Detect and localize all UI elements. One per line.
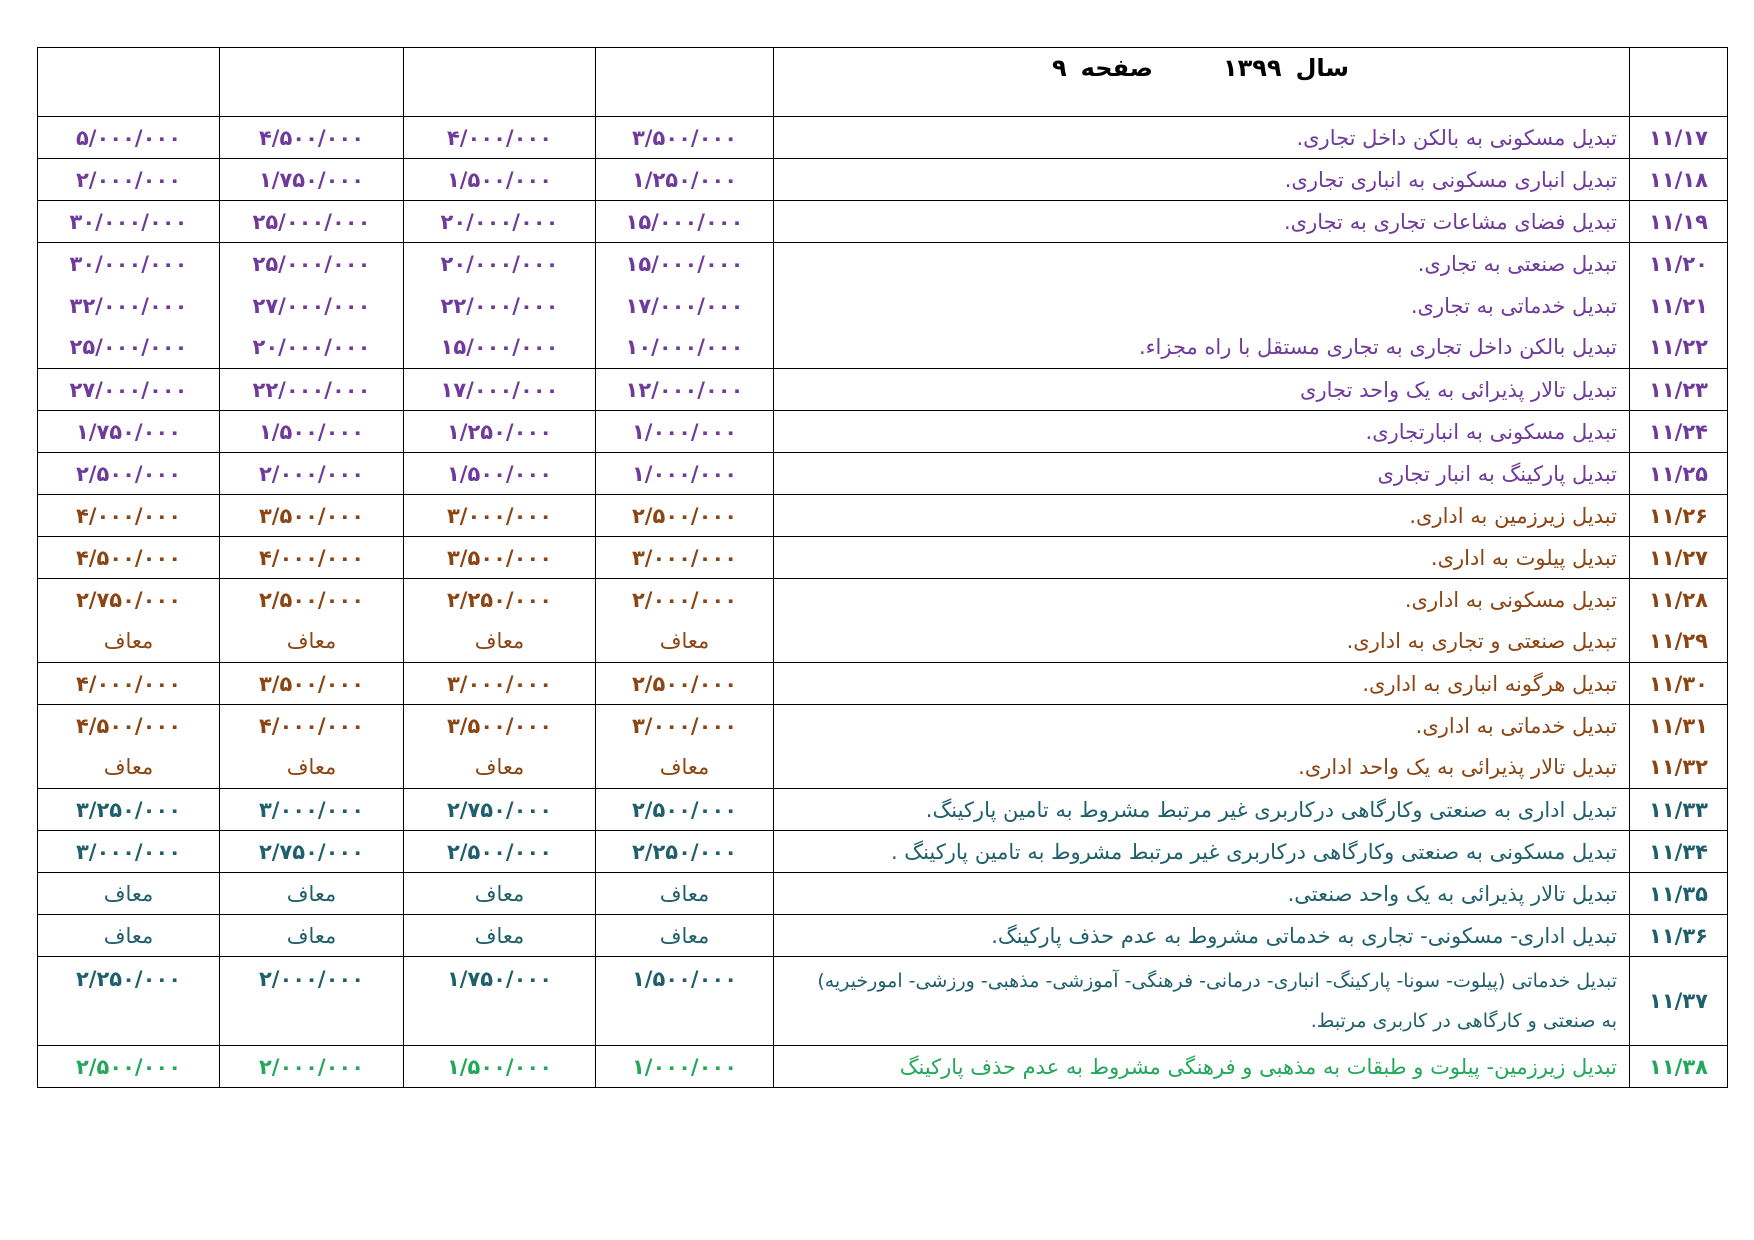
row-value-4: ۳/۲۵۰/۰۰۰ — [38, 789, 220, 831]
row-value-3: ۱/۵۰۰/۰۰۰ — [220, 411, 404, 453]
row-description: تبدیل اداری به صنعتی وکارگاهی درکاربری غیر مرتبط مشروط به تامین پارکینگ. — [774, 789, 1630, 831]
row-code: ۱۱/۲۳ — [1630, 369, 1728, 411]
row-value-2: معاف — [404, 873, 596, 915]
table-row — [38, 495, 1728, 537]
row-value-3: ۳/۰۰۰/۰۰۰ — [220, 789, 404, 831]
row-value-2: ۱/۵۰۰/۰۰۰ — [404, 453, 596, 495]
row-value-1: ۳/۰۰۰/۰۰۰ — [596, 705, 774, 747]
table-row — [38, 915, 1728, 957]
row-description: تبدیل پیلوت به اداری. — [774, 537, 1630, 579]
row-value-2: ۱/۵۰۰/۰۰۰ — [404, 159, 596, 201]
row-code: ۱۱/۳۵ — [1630, 873, 1728, 915]
header-row — [38, 48, 1728, 117]
row-value-1: ۱/۲۵۰/۰۰۰ — [596, 159, 774, 201]
row-description: تبدیل مسکونی به اداری. — [774, 579, 1630, 621]
table-row — [38, 705, 1728, 747]
row-code: ۱۱/۲۱ — [1630, 285, 1728, 327]
table-row — [38, 663, 1728, 705]
row-value-1: ۲/۰۰۰/۰۰۰ — [596, 579, 774, 621]
row-value-4: ۲/۰۰۰/۰۰۰ — [38, 159, 220, 201]
row-value-4: ۱/۷۵۰/۰۰۰ — [38, 411, 220, 453]
row-value-1: ۱/۰۰۰/۰۰۰ — [596, 453, 774, 495]
table-row — [38, 831, 1728, 873]
tariff-table — [37, 47, 1728, 1088]
row-value-2: ۲/۵۰۰/۰۰۰ — [404, 831, 596, 873]
row-value-2: معاف — [404, 915, 596, 957]
row-value-2: ۲/۲۵۰/۰۰۰ — [404, 579, 596, 621]
row-value-3: ۲۵/۰۰۰/۰۰۰ — [220, 201, 404, 243]
row-value-2: ۳/۰۰۰/۰۰۰ — [404, 495, 596, 537]
row-value-1: ۲/۲۵۰/۰۰۰ — [596, 831, 774, 873]
row-value-1: معاف — [596, 873, 774, 915]
row-description: تبدیل تالار پذیرائی به یک واحد صنعتی. — [774, 873, 1630, 915]
row-value-3: ۲/۷۵۰/۰۰۰ — [220, 831, 404, 873]
page-number: ۹ — [1051, 54, 1067, 82]
year-label: سال — [1295, 54, 1349, 82]
row-code: ۱۱/۳۷ — [1630, 957, 1728, 1046]
row-value-1: ۱/۰۰۰/۰۰۰ — [596, 1046, 774, 1088]
row-value-2: ۱/۷۵۰/۰۰۰ — [404, 957, 596, 1046]
header-col2-cell — [404, 48, 596, 117]
row-description: تبدیل مسکونی به صنعتی وکارگاهی درکاربری غیر مرتبط مشروط به تامین پارکینگ . — [774, 831, 1630, 873]
row-value-1: ۱۵/۰۰۰/۰۰۰ — [596, 201, 774, 243]
row-value-3: معاف — [220, 873, 404, 915]
row-code: ۱۱/۳۱ — [1630, 705, 1728, 747]
header-col1-cell — [596, 48, 774, 117]
row-value-2: معاف — [404, 747, 596, 789]
row-value-2: ۴/۰۰۰/۰۰۰ — [404, 117, 596, 159]
row-value-2: ۳/۵۰۰/۰۰۰ — [404, 705, 596, 747]
row-description-line1: تبدیل خدماتی (پیلوت- سونا- پارکینگ- انباری- درمانی- فرهنگی- آموزشی- مذهبی- ورزشی- امورخیریه) — [817, 970, 1617, 992]
row-value-2: ۱/۵۰۰/۰۰۰ — [404, 1046, 596, 1088]
row-value-3: ۲۷/۰۰۰/۰۰۰ — [220, 285, 404, 327]
header-col3-cell — [220, 48, 404, 117]
row-value-1: ۲/۵۰۰/۰۰۰ — [596, 663, 774, 705]
row-value-2: ۲۰/۰۰۰/۰۰۰ — [404, 243, 596, 285]
row-value-4: ۲/۵۰۰/۰۰۰ — [38, 1046, 220, 1088]
row-code: ۱۱/۲۵ — [1630, 453, 1728, 495]
row-value-4: ۳۲/۰۰۰/۰۰۰ — [38, 285, 220, 327]
row-value-4: ۳۰/۰۰۰/۰۰۰ — [38, 243, 220, 285]
row-description: تبدیل بالکن داخل تجاری به تجاری مستقل با راه مجزاء. — [774, 327, 1630, 369]
row-value-4: معاف — [38, 873, 220, 915]
row-value-3: ۲/۰۰۰/۰۰۰ — [220, 453, 404, 495]
row-value-3: معاف — [220, 915, 404, 957]
row-description: تبدیل صنعتی و تجاری به اداری. — [774, 621, 1630, 663]
row-value-1: ۱۵/۰۰۰/۰۰۰ — [596, 243, 774, 285]
row-code: ۱۱/۳۴ — [1630, 831, 1728, 873]
row-value-4: ۴/۰۰۰/۰۰۰ — [38, 663, 220, 705]
row-value-4: ۲/۷۵۰/۰۰۰ — [38, 579, 220, 621]
row-value-3: ۲/۰۰۰/۰۰۰ — [220, 957, 404, 1046]
row-value-3: ۴/۰۰۰/۰۰۰ — [220, 705, 404, 747]
row-description: تبدیل خدماتی به تجاری. — [774, 285, 1630, 327]
row-value-4: معاف — [38, 621, 220, 663]
row-value-3: ۲۰/۰۰۰/۰۰۰ — [220, 327, 404, 369]
header-col4-cell — [38, 48, 220, 117]
row-value-1: ۲/۵۰۰/۰۰۰ — [596, 495, 774, 537]
row-value-1: ۲/۵۰۰/۰۰۰ — [596, 789, 774, 831]
row-value-1: ۳/۵۰۰/۰۰۰ — [596, 117, 774, 159]
row-code: ۱۱/۲۲ — [1630, 327, 1728, 369]
row-value-4: ۲/۲۵۰/۰۰۰ — [38, 957, 220, 1046]
row-value-4: ۴/۰۰۰/۰۰۰ — [38, 495, 220, 537]
table-row — [38, 789, 1728, 831]
row-value-4: معاف — [38, 747, 220, 789]
row-description: تبدیل فضای مشاعات تجاری به تجاری. — [774, 201, 1630, 243]
row-value-4: ۴/۵۰۰/۰۰۰ — [38, 537, 220, 579]
row-value-4: ۵/۰۰۰/۰۰۰ — [38, 117, 220, 159]
table-row — [38, 201, 1728, 243]
row-description: تبدیل تالار پذیرائی به یک واحد اداری. — [774, 747, 1630, 789]
row-description-line2: به صنعتی و کارگاهی در کاربری مرتبط. — [1310, 1010, 1617, 1032]
row-value-2: ۲۲/۰۰۰/۰۰۰ — [404, 285, 596, 327]
row-code: ۱۱/۱۷ — [1630, 117, 1728, 159]
table-row — [38, 117, 1728, 159]
year-value: ۱۳۹۹ — [1222, 54, 1282, 82]
row-code: ۱۱/۳۰ — [1630, 663, 1728, 705]
tariff-page — [37, 47, 1727, 1088]
row-value-4: ۲۵/۰۰۰/۰۰۰ — [38, 327, 220, 369]
table-row — [38, 243, 1728, 285]
row-value-1: ۱۰/۰۰۰/۰۰۰ — [596, 327, 774, 369]
row-value-1: ۱۷/۰۰۰/۰۰۰ — [596, 285, 774, 327]
row-value-3: ۲۲/۰۰۰/۰۰۰ — [220, 369, 404, 411]
row-value-4: معاف — [38, 915, 220, 957]
table-row — [38, 369, 1728, 411]
row-value-3: معاف — [220, 621, 404, 663]
row-value-3: ۱/۷۵۰/۰۰۰ — [220, 159, 404, 201]
row-value-2: ۱۵/۰۰۰/۰۰۰ — [404, 327, 596, 369]
row-value-2: ۲۰/۰۰۰/۰۰۰ — [404, 201, 596, 243]
row-value-3: ۳/۵۰۰/۰۰۰ — [220, 495, 404, 537]
row-description: تبدیل صنعتی به تجاری. — [774, 243, 1630, 285]
table-row — [38, 621, 1728, 663]
row-value-4: ۴/۵۰۰/۰۰۰ — [38, 705, 220, 747]
row-description: تبدیل زیرزمین به اداری. — [774, 495, 1630, 537]
row-value-2: معاف — [404, 621, 596, 663]
table-row — [38, 327, 1728, 369]
row-value-3: ۴/۵۰۰/۰۰۰ — [220, 117, 404, 159]
row-value-1: معاف — [596, 747, 774, 789]
row-code: ۱۱/۳۳ — [1630, 789, 1728, 831]
row-value-4: ۲/۵۰۰/۰۰۰ — [38, 453, 220, 495]
row-value-4: ۳۰/۰۰۰/۰۰۰ — [38, 201, 220, 243]
row-code: ۱۱/۲۸ — [1630, 579, 1728, 621]
row-value-4: ۲۷/۰۰۰/۰۰۰ — [38, 369, 220, 411]
row-description: تبدیل تالار پذیرائی به یک واحد تجاری — [774, 369, 1630, 411]
page-label: صفحه — [1080, 54, 1153, 82]
row-value-3: ۲/۵۰۰/۰۰۰ — [220, 579, 404, 621]
row-code: ۱۱/۱۸ — [1630, 159, 1728, 201]
row-code: ۱۱/۳۶ — [1630, 915, 1728, 957]
table-row — [38, 537, 1728, 579]
table-row — [38, 873, 1728, 915]
row-description: تبدیل پارکینگ به انبار تجاری — [774, 453, 1630, 495]
row-value-3: ۴/۰۰۰/۰۰۰ — [220, 537, 404, 579]
row-value-3: ۲۵/۰۰۰/۰۰۰ — [220, 243, 404, 285]
row-description: تبدیل هرگونه انباری به اداری. — [774, 663, 1630, 705]
row-description: تبدیل زیرزمین- پیلوت و طبقات به مذهبی و فرهنگی مشروط به عدم حذف پارکینگ — [774, 1046, 1630, 1088]
row-code: ۱۱/۲۰ — [1630, 243, 1728, 285]
table-row — [38, 159, 1728, 201]
row-code: ۱۱/۳۲ — [1630, 747, 1728, 789]
row-value-3: ۳/۵۰۰/۰۰۰ — [220, 663, 404, 705]
table-row — [38, 453, 1728, 495]
table-row — [38, 957, 1728, 1046]
row-value-2: ۳/۵۰۰/۰۰۰ — [404, 537, 596, 579]
row-code: ۱۱/۳۸ — [1630, 1046, 1728, 1088]
row-value-2: ۳/۰۰۰/۰۰۰ — [404, 663, 596, 705]
row-value-2: ۱۷/۰۰۰/۰۰۰ — [404, 369, 596, 411]
table-row — [38, 1046, 1728, 1088]
row-value-3: معاف — [220, 747, 404, 789]
row-value-1: ۱/۵۰۰/۰۰۰ — [596, 957, 774, 1046]
row-description: تبدیل مسکونی به انبارتجاری. — [774, 411, 1630, 453]
row-value-2: ۱/۲۵۰/۰۰۰ — [404, 411, 596, 453]
table-row — [38, 285, 1728, 327]
row-description: تبدیل انباری مسکونی به انباری تجاری. — [774, 159, 1630, 201]
row-description: تبدیل اداری- مسکونی- تجاری به خدماتی مشروط به عدم حذف پارکینگ. — [774, 915, 1630, 957]
row-value-1: معاف — [596, 915, 774, 957]
row-code: ۱۱/۲۴ — [1630, 411, 1728, 453]
row-value-1: ۱۲/۰۰۰/۰۰۰ — [596, 369, 774, 411]
row-description: تبدیل مسکونی به بالکن داخل تجاری. — [774, 117, 1630, 159]
row-value-1: ۱/۰۰۰/۰۰۰ — [596, 411, 774, 453]
row-code: ۱۱/۲۶ — [1630, 495, 1728, 537]
row-value-4: ۳/۰۰۰/۰۰۰ — [38, 831, 220, 873]
header-title-cell — [774, 48, 1630, 117]
table-row — [38, 747, 1728, 789]
row-value-3: ۲/۰۰۰/۰۰۰ — [220, 1046, 404, 1088]
row-value-1: ۳/۰۰۰/۰۰۰ — [596, 537, 774, 579]
row-description: تبدیل خدماتی به اداری. — [774, 705, 1630, 747]
row-description — [774, 957, 1630, 1046]
header-code-cell — [1630, 48, 1728, 117]
row-value-2: ۲/۷۵۰/۰۰۰ — [404, 789, 596, 831]
row-code: ۱۱/۲۹ — [1630, 621, 1728, 663]
row-code: ۱۱/۲۷ — [1630, 537, 1728, 579]
table-row — [38, 411, 1728, 453]
table-row — [38, 579, 1728, 621]
row-code: ۱۱/۱۹ — [1630, 201, 1728, 243]
row-value-1: معاف — [596, 621, 774, 663]
